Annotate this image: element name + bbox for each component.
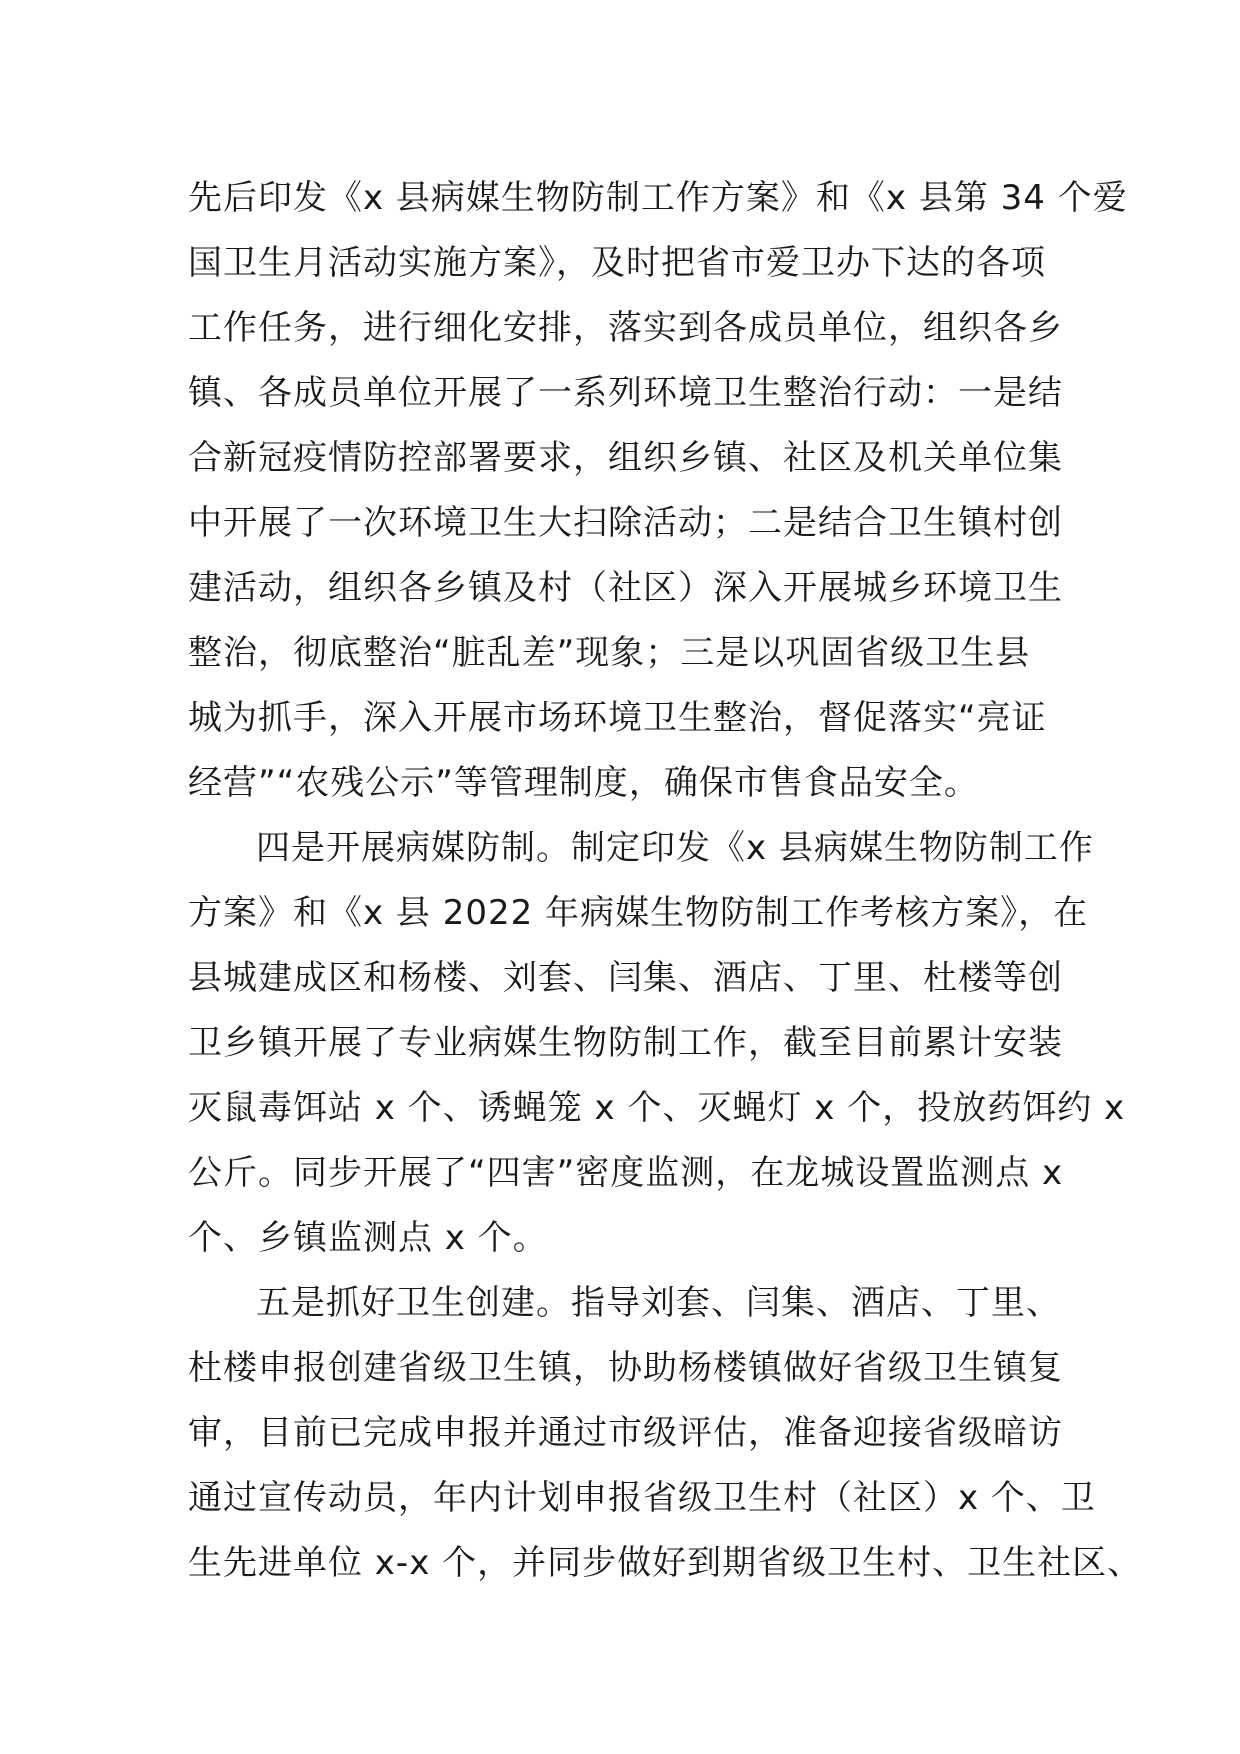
text-line: 工作任务，进行细化安排，落实到各成员单位，组织各乡	[188, 308, 1063, 348]
text-line: 通过宣传动员，年内计划申报省级卫生村（社区）x 个、卫	[188, 1478, 1096, 1518]
text-line: 城为抓手，深入开展市场环境卫生整治，督促落实“亮证	[188, 698, 1047, 738]
text-line: 整治，彻底整治“脏乱差”现象；三是以巩固省级卫生县	[188, 633, 1031, 673]
text-line: 卫乡镇开展了专业病媒生物防制工作，截至目前累计安装	[188, 1023, 1063, 1063]
paragraph-first-line: 五是抓好卫生创建。指导刘套、闫集、酒店、丁里、	[256, 1283, 1061, 1323]
paragraph-first-line: 四是开展病媒防制。制定印发《x 县病媒生物防制工作	[256, 828, 1094, 868]
text-line: 审，目前已完成申报并通过市级评估，准备迎接省级暗访	[188, 1413, 1063, 1453]
text-line: 镇、各成员单位开展了一系列环境卫生整治行动：一是结	[188, 373, 1063, 413]
text-line: 公斤。同步开展了“四害”密度监测，在龙城设置监测点 x	[188, 1153, 1064, 1193]
document-body	[188, 166, 1143, 1596]
text-line: 个、乡镇监测点 x 个。	[188, 1218, 548, 1258]
text-line: 灭鼠毒饵站 x 个、诱蝇笼 x 个、灭蝇灯 x 个，投放药饵约 x	[188, 1088, 1126, 1128]
text-line: 经营”“农残公示”等管理制度，确保市售食品安全。	[188, 763, 979, 803]
text-line: 中开展了一次环境卫生大扫除活动；二是结合卫生镇村创	[188, 503, 1063, 543]
text-line: 县城建成区和杨楼、刘套、闫集、酒店、丁里、杜楼等创	[188, 958, 1063, 998]
text-line: 建活动，组织各乡镇及村（社区）深入开展城乡环境卫生	[188, 568, 1063, 608]
text-line: 合新冠疫情防控部署要求，组织乡镇、社区及机关单位集	[188, 438, 1063, 478]
text-line: 生先进单位 x-x 个，并同步做好到期省级卫生村、卫生社区、	[188, 1543, 1143, 1583]
text-line: 国卫生月活动实施方案》，及时把省市爱卫办下达的各项	[188, 243, 1046, 283]
text-line: 杜楼申报创建省级卫生镇，协助杨楼镇做好省级卫生镇复	[188, 1348, 1063, 1388]
text-line: 方案》和《x 县 2022 年病媒生物防制工作考核方案》，在	[188, 893, 1089, 933]
text-line: 先后印发《x 县病媒生物防制工作方案》和《x 县第 34 个爱	[188, 178, 1128, 218]
